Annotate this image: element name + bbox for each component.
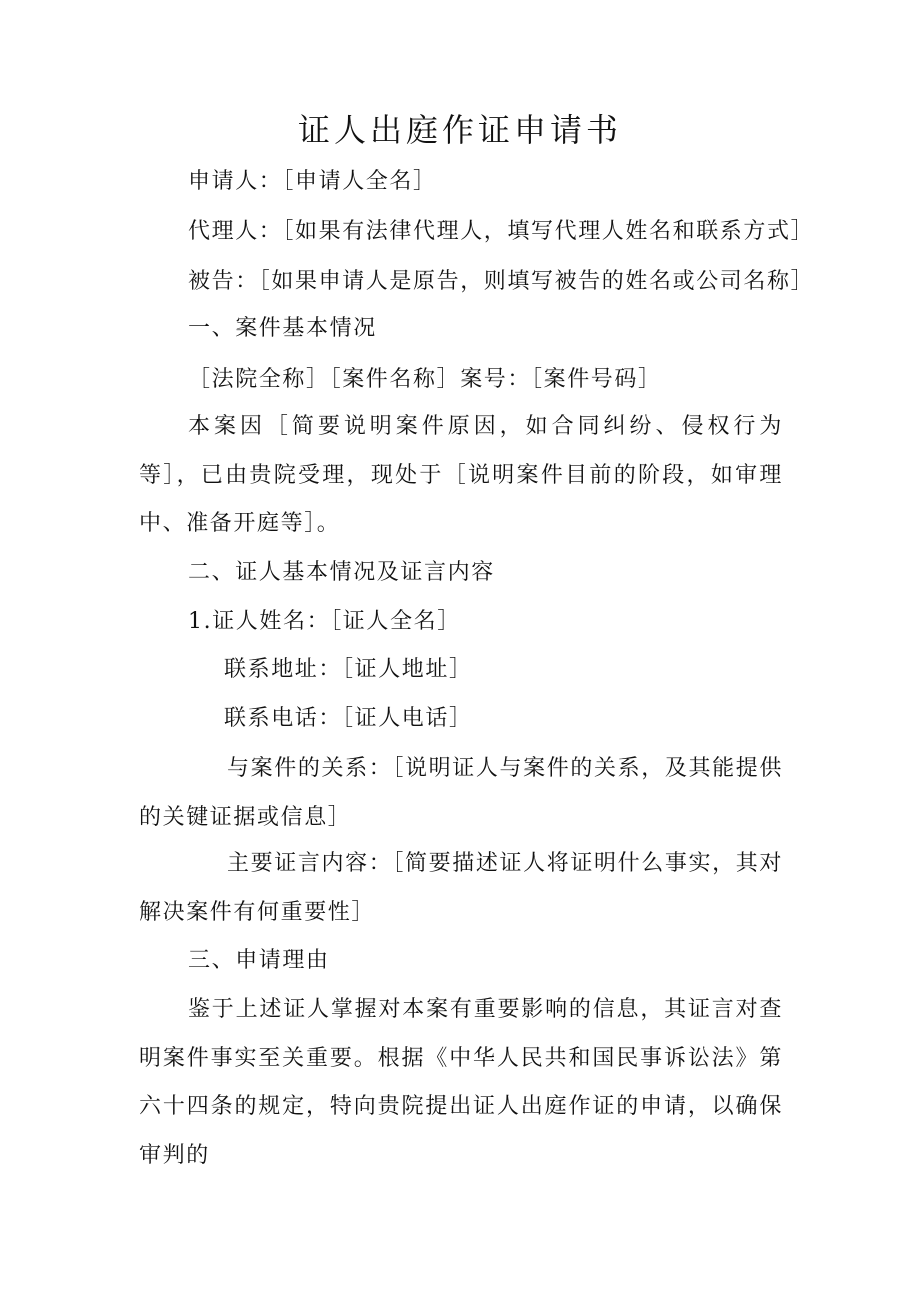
case-info-line: ［法院全称］［案件名称］案号：［案件号码］ [188,367,662,392]
section-3-heading: 三、申请理由 [188,948,330,973]
witness-phone-line: 联系电话：［证人电话］ [224,706,473,731]
document-title: 证人出庭作证申请书 [297,111,622,149]
witness-address-line: 联系地址：［证人地址］ [224,657,473,682]
section-2-heading: 二、证人基本情况及证言内容 [188,560,495,585]
witness-testimony-paragraph: 主要证言内容：［简要描述证人将证明什么事实，其对解决案件有何重要性］ [139,851,783,925]
case-description-paragraph: 本案因［简要说明案件原因，如合同纠纷、侵权行为等］，已由贵院受理，现处于［说明案件目前的阶段，如审理中、准备开庭等］。 [139,414,783,536]
defendant-line: 被告：［如果申请人是原告，则填写被告的姓名或公司名称］ [188,269,815,294]
reason-paragraph: 鉴于上述证人掌握对本案有重要影响的信息，其证言对查明案件事实至关重要。根据《中华人民共和国民事诉讼法》第六十四条的规定，特向贵院提出证人出庭作证的申请，以确保审判的 [139,997,783,1168]
applicant-line: 申请人：［申请人全名］ [188,169,437,194]
witness-relation-paragraph: 与案件的关系：［说明证人与案件的关系，及其能提供的关键证据或信息］ [139,756,783,830]
witness-name-line: 1.证人姓名：［证人全名］ [188,609,461,634]
agent-line: 代理人：［如果有法律代理人，填写代理人姓名和联系方式］ [188,219,815,244]
section-1-heading: 一、案件基本情况 [188,316,377,341]
